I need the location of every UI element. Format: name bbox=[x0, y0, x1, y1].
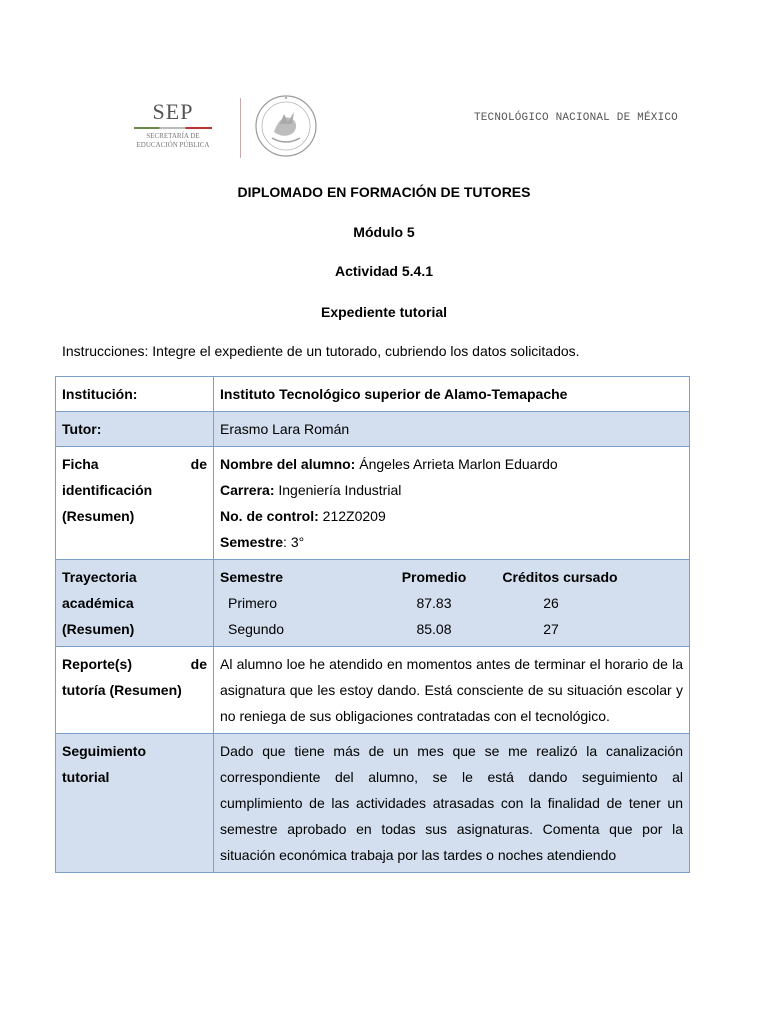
reporte-label bbox=[56, 647, 214, 734]
instructions-text: Instrucciones: Integre el expediente de un tutorado, cubriendo los datos solicitados. bbox=[62, 343, 580, 359]
traj-cell-creditos: 27 bbox=[543, 621, 559, 637]
control-value: 212Z0209 bbox=[318, 508, 386, 524]
semestre-line bbox=[220, 529, 683, 555]
nombre-value: Ángeles Arrieta Marlon Eduardo bbox=[355, 456, 558, 472]
reporte-text: Al alumno loe he atendido en momentos antes de terminar el horario de la asignatura que les estoy dando. Está consciente de su situación escolar y no reniega de sus obligaciones contratadas con el tecnológico. bbox=[214, 647, 690, 734]
traj-header-creditos: Créditos cursado bbox=[502, 569, 618, 585]
ficha-label-line-1 bbox=[62, 451, 207, 477]
table-row-tutor bbox=[56, 412, 690, 447]
ficha-label-word-1: Ficha bbox=[62, 456, 99, 472]
tutorial-record-table bbox=[55, 376, 690, 873]
traj-header-promedio: Promedio bbox=[401, 569, 467, 585]
sep-logo-subtitle-2: EDUCACIÓN PÚBLICA bbox=[136, 141, 210, 149]
nombre-line bbox=[220, 451, 683, 477]
semestre-label: Semestre bbox=[220, 534, 284, 550]
sep-logo-subtitle-1: SECRETARÍA DE bbox=[146, 132, 200, 140]
carrera-line bbox=[220, 477, 683, 503]
trajectory-grid bbox=[220, 564, 683, 642]
nombre-label: Nombre del alumno: bbox=[220, 456, 356, 472]
header-divider bbox=[240, 98, 241, 158]
reporte-label-word-1: Reporte(s) bbox=[62, 656, 133, 672]
trayectoria-value bbox=[214, 560, 690, 647]
activity-title: Actividad 5.4.1 bbox=[334, 263, 434, 279]
reporte-label-line-2: tutoría (Resumen) bbox=[62, 682, 182, 698]
table-row-seguimiento bbox=[56, 734, 690, 873]
traj-cell-semestre: Primero bbox=[228, 595, 278, 611]
table-row-trayectoria bbox=[56, 560, 690, 647]
reporte-label-line-1 bbox=[62, 651, 207, 677]
table-row-ficha bbox=[56, 447, 690, 560]
ficha-label-line-3: (Resumen) bbox=[62, 508, 135, 524]
semestre-value: : 3° bbox=[283, 534, 305, 550]
carrera-value: Ingeniería Industrial bbox=[274, 482, 402, 498]
trayectoria-label-line-1: Trayectoria bbox=[62, 569, 137, 585]
control-line bbox=[220, 503, 683, 529]
ficha-label-word-2: de bbox=[190, 456, 207, 472]
seguimiento-text: Dado que tiene más de un mes que se me realizó la canalización correspondiente del alumno, se le está dando seguimiento al cumplimiento de las actividades atrasadas con la finalidad de tener un semestre aprobado en todas sus asignaturas. Comenta que por la situación económica trabaja por las tardes o noches atendiendo bbox=[214, 734, 690, 873]
ficha-value bbox=[214, 447, 690, 560]
traj-cell-creditos: 26 bbox=[543, 595, 559, 611]
mexico-seal-icon bbox=[254, 94, 318, 158]
control-label: No. de control: bbox=[220, 508, 319, 524]
tutor-value: Erasmo Lara Román bbox=[214, 412, 690, 447]
tecnm-label: TECNOLÓGICO NACIONAL DE MÉXICO bbox=[473, 112, 678, 124]
traj-cell-promedio: 87.83 bbox=[416, 595, 452, 611]
institucion-value: Instituto Tecnológico superior de Alamo-Temapache bbox=[214, 377, 690, 412]
main-title: DIPLOMADO EN FORMACIÓN DE TUTORES bbox=[237, 184, 531, 200]
seguimiento-label bbox=[56, 734, 214, 873]
ficha-label bbox=[56, 447, 214, 560]
traj-header-semestre: Semestre bbox=[220, 569, 284, 585]
sep-logo-rule bbox=[134, 127, 212, 129]
subject-title: Expediente tutorial bbox=[320, 304, 448, 320]
traj-cell-semestre: Segundo bbox=[228, 621, 285, 637]
trayectoria-label bbox=[56, 560, 214, 647]
ficha-label-line-2: identificación bbox=[62, 482, 153, 498]
table-row-reporte bbox=[56, 647, 690, 734]
trayectoria-label-line-2: académica bbox=[62, 595, 134, 611]
tutor-label: Tutor: bbox=[56, 412, 214, 447]
reporte-label-word-2: de bbox=[190, 656, 207, 672]
table-row-institucion bbox=[56, 377, 690, 412]
sep-logo bbox=[118, 92, 228, 162]
institucion-label: Institución: bbox=[56, 377, 214, 412]
sep-logo-wordmark: SEP bbox=[152, 99, 194, 124]
seguimiento-label-line-2: tutorial bbox=[62, 769, 110, 785]
traj-cell-promedio: 85.08 bbox=[416, 621, 452, 637]
seguimiento-label-line-1: Seguimiento bbox=[62, 743, 147, 759]
trayectoria-label-line-3: (Resumen) bbox=[62, 621, 135, 637]
module-title: Módulo 5 bbox=[353, 224, 415, 240]
document-header bbox=[118, 92, 678, 164]
carrera-label: Carrera: bbox=[220, 482, 275, 498]
